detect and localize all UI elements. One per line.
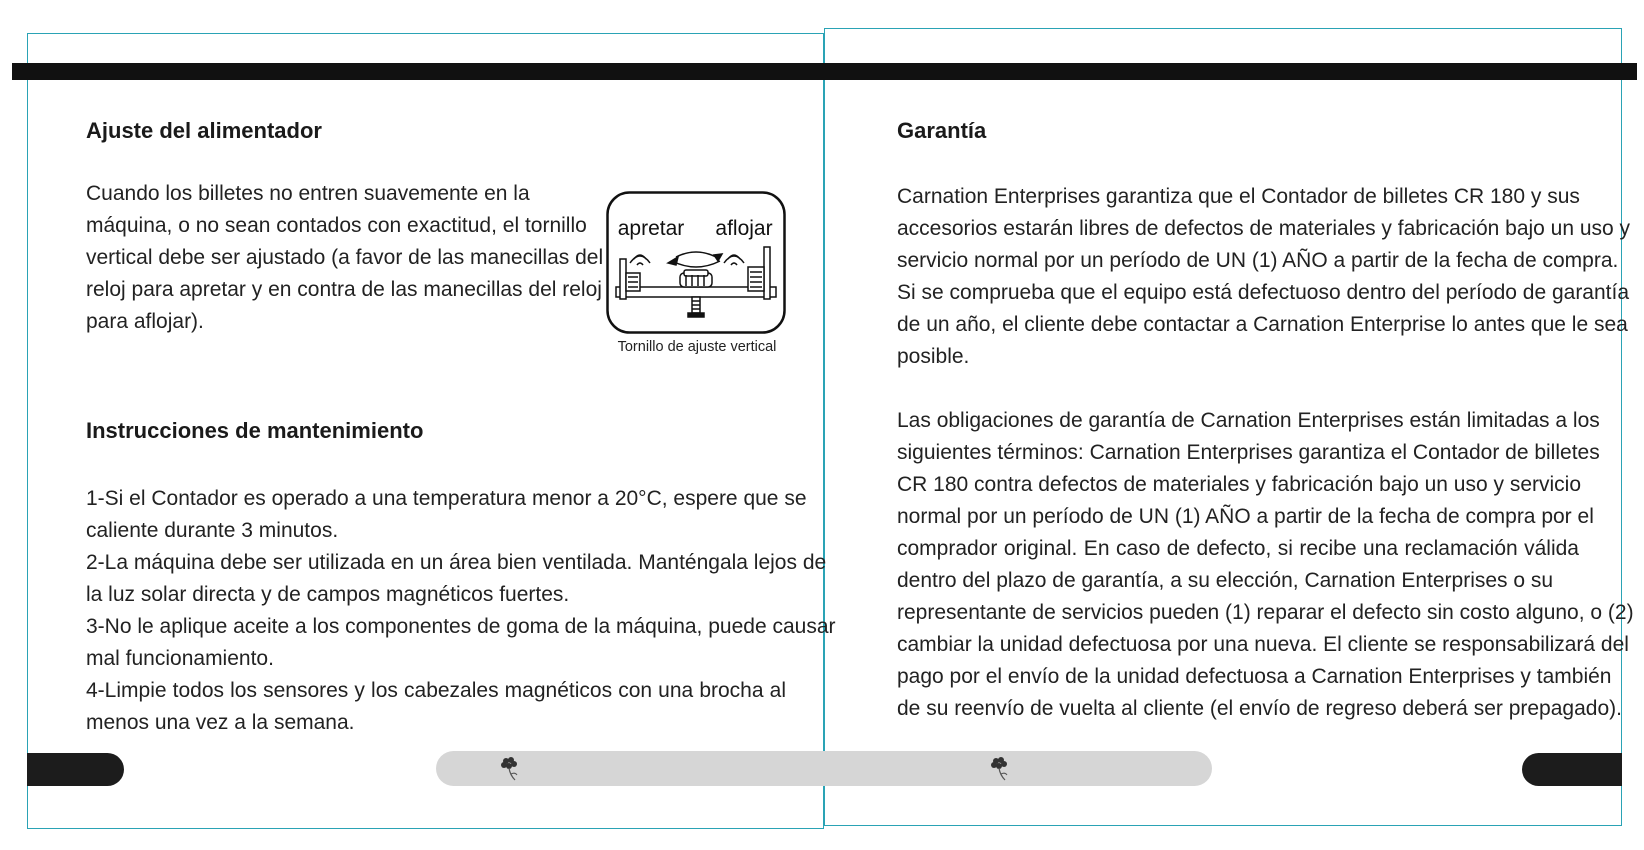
maintenance-line: mal funcionamiento. [86, 647, 274, 670]
vertical-screw-diagram [606, 191, 786, 336]
warranty-line: Las obligaciones de garantía de Carnation Enterprises están limitadas a los [897, 409, 1600, 432]
page-tab-right [1522, 753, 1622, 786]
warranty-line: posible. [897, 345, 970, 368]
warranty-line: accesorios estarán libres de defectos de materiales y fabricación bajo un uso y [897, 217, 1631, 240]
feeder-line: vertical debe ser ajustado (a favor de las manecillas del [86, 246, 604, 269]
maintenance-heading: Instrucciones de mantenimiento [86, 418, 424, 443]
maintenance-line: 4-Limpie todos los sensores y los cabezales magnéticos con una brocha al [86, 679, 786, 702]
carnation-flower-icon [988, 755, 1010, 783]
warranty-line: Si se comprueba que el equipo está defectuoso dentro del período de garantía [897, 281, 1630, 304]
carnation-flower-icon [498, 755, 520, 783]
maintenance-line: caliente durante 3 minutos. [86, 519, 339, 542]
warranty-paragraph-1 [897, 181, 1631, 373]
maintenance-list [86, 483, 836, 739]
feeder-line: Cuando los billetes no entren suavemente en la [86, 182, 530, 205]
maintenance-line: 1-Si el Contador es operado a una temperatura menor a 20°C, espere que se [86, 487, 807, 510]
tighten-label: apretar [617, 217, 685, 240]
feeder-line: para aflojar). [86, 310, 204, 333]
warranty-line: comprador original. En caso de defecto, si recibe una reclamación válida [897, 537, 1579, 560]
maintenance-line: 2-La máquina debe ser utilizada en un área bien ventilada. Manténgala lejos de [86, 551, 827, 574]
loosen-label: aflojar [715, 217, 773, 240]
maintenance-line: la luz solar directa y de campos magnéticos fuertes. [86, 583, 570, 606]
header-bar [12, 63, 1637, 80]
warranty-paragraph-2 [897, 405, 1634, 725]
warranty-line: servicio normal por un período de UN (1) AÑO a partir de la fecha de compra. [897, 249, 1619, 272]
warranty-heading: Garantía [897, 118, 987, 143]
feeder-heading: Ajuste del alimentador [86, 118, 322, 143]
maintenance-line: 3-No le aplique aceite a los componentes de goma de la máquina, puede causar [86, 615, 836, 638]
page-tab-left [27, 753, 124, 786]
warranty-line: CR 180 contra defectos de materiales y fabricación bajo un uso y servicio [897, 473, 1582, 496]
footer-band [436, 751, 1212, 786]
warranty-line: normal por un período de UN (1) AÑO a partir de la fecha de compra por el [897, 505, 1594, 528]
diagram-caption: Tornillo de ajuste vertical [617, 339, 777, 355]
warranty-line: siguientes términos: Carnation Enterprises garantiza el Contador de billetes [897, 441, 1600, 464]
feeder-line: reloj para apretar y en contra de las manecillas del reloj [86, 278, 602, 301]
feeder-line: máquina, o no sean contados con exactitud, el tornillo [86, 214, 587, 237]
maintenance-line: menos una vez a la semana. [86, 711, 355, 734]
warranty-line: de su reenvío de vuelta al cliente (el envío de regreso deberá ser prepagado). [897, 697, 1622, 720]
warranty-line: pago por el envío de la unidad defectuosa a Carnation Enterprises y también [897, 665, 1612, 688]
feeder-paragraph [86, 178, 604, 338]
warranty-line: cambiar la unidad defectuosa por una nueva. El cliente se responsabilizará del [897, 633, 1629, 656]
warranty-line: dentro del plazo de garantía, a su elección, Carnation Enterprises o su [897, 569, 1554, 592]
warranty-line: Carnation Enterprises garantiza que el Contador de billetes CR 180 y sus [897, 185, 1580, 208]
warranty-line: de un año, el cliente debe contactar a Carnation Enterprise lo antes que le sea [897, 313, 1628, 336]
warranty-line: representante de servicios pueden (1) reparar el defecto sin costo alguno, o (2) [897, 601, 1634, 624]
